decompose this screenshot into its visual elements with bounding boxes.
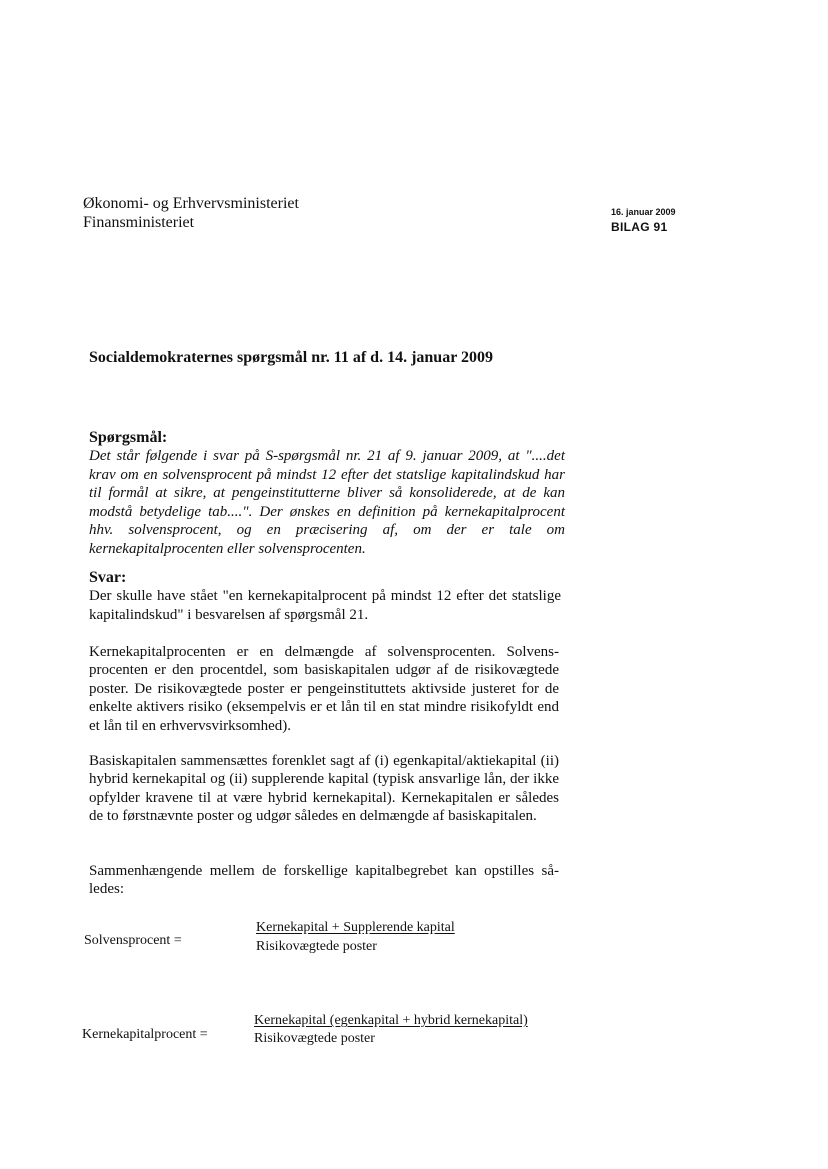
ministry-name-finance: Finansministeriet xyxy=(83,214,195,231)
answer-heading: Svar: xyxy=(89,569,127,586)
question-section xyxy=(89,428,565,558)
answer-paragraph-3: Basiskapitalen sammensættes forenklet sagt af (i) egenkapital/aktiekapital (ii) hybrid kernekapital og (ii) supplerende kapital (typisk ansvarlige lån, der ikke opfylder kravene til at være hybrid kernekapital). Kernekapitalen er således de to førstnævnte poster og udgør således en delmængde af basiskapitalen. xyxy=(89,753,559,825)
document-date: 16. januar 2009 xyxy=(611,207,676,217)
formula-kerne-denominator: Risikovægtede poster xyxy=(254,1031,375,1046)
answer-paragraph-2: Kernekapitalprocenten er en delmængde af solvensprocenten. Solvensprocenten er den procentdel, som basiskapitalen udgør af de risikovægtede poster. De risikovægtede poster er pengeinstituttets aktivside justeret for de enkelte aktivers risiko (eksempelvis er et lån til en stat mindre risikofyldt end et lån til en erhvervsvirksomhed). xyxy=(89,644,559,734)
answer-paragraph-1: Der skulle have stået "en kernekapitalprocent på mindst 12 efter det statslige kapitalindskud" i besvarelsen af spørgsmål 21. xyxy=(89,588,561,623)
formula-kerne-numerator: Kernekapital (egenkapital + hybrid kernekapital) xyxy=(254,1013,528,1028)
formula-solvens-numerator: Kernekapital + Supplerende kapital xyxy=(256,920,455,935)
date-block xyxy=(611,205,676,235)
ministry-header xyxy=(83,194,299,232)
formula-solvens-denominator: Risikovægtede poster xyxy=(256,939,377,954)
answer-paragraph-4: Sammenhængende mellem de forskellige kapitalbegrebet kan opstilles således: xyxy=(89,863,559,898)
bilag-number: BILAG 91 xyxy=(611,220,668,234)
ministry-name-economy: Økonomi- og Erhvervsministeriet xyxy=(83,195,299,212)
answer-section xyxy=(89,568,561,624)
document-title: Socialdemokraternes spørgsmål nr. 11 af d. 14. januar 2009 xyxy=(89,349,494,366)
question-body: Det står følgende i svar på S-spørgsmål nr. 21 af 9. januar 2009, at "....det krav om en solvensprocent på mindst 12 efter det statslige kapitalindskud har til formål at sikre, at pengeinstitutterne bliver så konsoliderede, at de kan modstå betydelige tab....". Der ønskes en definition på kernekapitalprocent hhv. solvensprocent, og en præcisering af, om der er tale om kernekapitalprocenten eller solvensprocenten. xyxy=(89,448,565,557)
formula-kerne-label: Kernekapitalprocent = xyxy=(82,1027,208,1042)
question-heading: Spørgsmål: xyxy=(89,429,168,446)
formula-solvens-label: Solvensprocent = xyxy=(84,933,182,948)
